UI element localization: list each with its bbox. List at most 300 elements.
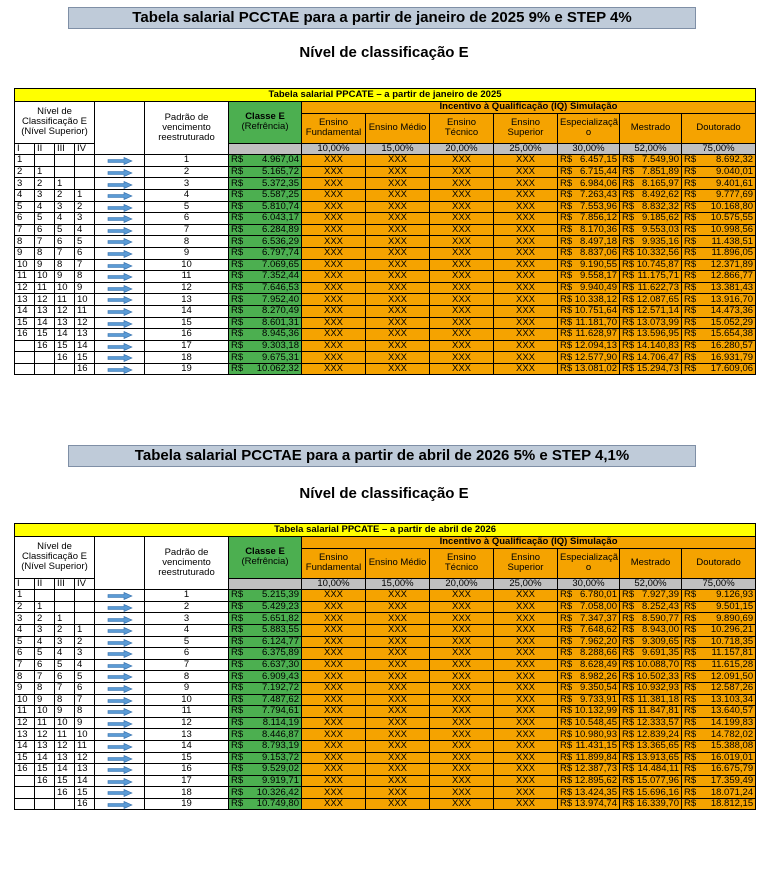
currency-label: R$ — [231, 798, 244, 810]
xxx-cell: XXX — [430, 613, 494, 625]
classe-header — [229, 537, 302, 579]
dou-value-cell — [682, 648, 756, 660]
classe-value-cell — [229, 694, 302, 706]
currency-label: R$ — [684, 224, 697, 236]
esp-value-cell — [558, 271, 620, 283]
xxx-cell: XXX — [366, 340, 430, 352]
xxx-cell: XXX — [430, 213, 494, 225]
currency-label: R$ — [622, 589, 635, 601]
currency-label: R$ — [684, 740, 697, 752]
level-cell: 4 — [75, 224, 95, 236]
esp-value: 8.982,26 — [580, 670, 617, 682]
mes-value: 9.185,62 — [642, 212, 679, 224]
esp-value-cell — [558, 624, 620, 636]
col-header: Ensino Médio — [366, 548, 430, 578]
xxx-cell: XXX — [494, 247, 558, 259]
dou-value: 17.609,06 — [710, 363, 754, 375]
currency-label: R$ — [560, 351, 573, 363]
padrao-cell: 11 — [145, 706, 229, 718]
mes-value-cell — [620, 166, 682, 178]
currency-label: R$ — [231, 351, 244, 363]
esp-value-cell — [558, 671, 620, 683]
arrow-right-icon — [95, 775, 145, 787]
xxx-cell: XXX — [366, 155, 430, 167]
arrow-right-icon — [95, 717, 145, 729]
arrow-right-icon — [95, 294, 145, 306]
currency-label: R$ — [231, 293, 244, 305]
esp-value: 7.058,00 — [580, 601, 617, 613]
esp-value-cell — [558, 259, 620, 271]
table-row — [15, 659, 756, 671]
currency-label: R$ — [560, 201, 573, 212]
currency-label: R$ — [560, 293, 573, 305]
table-title-row — [15, 89, 756, 102]
currency-label: R$ — [622, 786, 635, 798]
arrow-right-icon — [95, 624, 145, 636]
mes-value-cell — [620, 636, 682, 648]
mes-value: 10.088,70 — [636, 659, 679, 671]
dou-value: 10.718,35 — [710, 636, 754, 647]
xxx-cell: XXX — [430, 798, 494, 810]
xxx-cell: XXX — [430, 752, 494, 764]
table-row — [15, 787, 756, 799]
xxx-cell: XXX — [302, 717, 366, 729]
level-cell: 6 — [15, 213, 35, 225]
currency-label: R$ — [622, 624, 635, 636]
esp-value-cell — [558, 155, 620, 167]
padrao-cell: 13 — [145, 294, 229, 306]
currency-label: R$ — [560, 154, 573, 166]
padrao-cell: 1 — [145, 155, 229, 167]
classe-value-cell — [229, 213, 302, 225]
level-cell — [75, 166, 95, 178]
currency-label: R$ — [684, 682, 697, 694]
mes-value: 11.622,73 — [637, 282, 679, 294]
esp-value-cell — [558, 189, 620, 201]
mes-value-cell — [620, 213, 682, 225]
classe-value: 5.883,55 — [262, 624, 299, 636]
currency-label: R$ — [231, 189, 244, 201]
level-cell: 5 — [55, 659, 75, 671]
currency-label: R$ — [684, 282, 697, 294]
col-header: Ensino Fundamental — [302, 113, 366, 143]
mes-value-cell — [620, 659, 682, 671]
arrow-right-icon — [95, 659, 145, 671]
classe-value: 6.124,77 — [262, 636, 299, 647]
xxx-cell: XXX — [494, 166, 558, 178]
arrow-right-icon — [95, 729, 145, 741]
dou-value: 9.890,69 — [716, 612, 754, 624]
xxx-cell: XXX — [494, 671, 558, 683]
table-row — [15, 259, 756, 271]
level-cell: 8 — [55, 259, 75, 271]
esp-value: 9.350,54 — [580, 682, 617, 694]
level-cell: 15 — [55, 340, 75, 352]
currency-label: R$ — [684, 305, 697, 317]
padrao-cell: 16 — [145, 764, 229, 776]
currency-label: R$ — [231, 717, 244, 729]
mes-value: 10.745,87 — [636, 259, 679, 270]
level-cell: 13 — [75, 329, 95, 341]
level-cell: 4 — [35, 201, 55, 213]
classe-value: 5.587,25 — [262, 189, 299, 201]
esp-value: 11.431,15 — [575, 740, 617, 752]
xxx-cell: XXX — [430, 178, 494, 190]
level-cell: 13 — [55, 317, 75, 329]
classe-value-cell — [229, 798, 302, 810]
dou-value: 9.401,61 — [716, 177, 754, 189]
dou-value-cell — [682, 271, 756, 283]
level-cell — [75, 601, 95, 613]
xxx-cell: XXX — [366, 247, 430, 259]
xxx-cell: XXX — [494, 189, 558, 201]
arrow-right-icon — [95, 590, 145, 602]
currency-label: R$ — [622, 328, 635, 340]
level-cell: 7 — [35, 236, 55, 248]
currency-label: R$ — [560, 694, 573, 705]
mes-value-cell — [620, 155, 682, 167]
col-header: Especializaçã o — [558, 113, 620, 143]
xxx-cell: XXX — [366, 224, 430, 236]
mes-value: 12.087,65 — [636, 293, 679, 305]
currency-label: R$ — [622, 177, 635, 189]
classe-value: 4.967,04 — [262, 154, 299, 166]
currency-label: R$ — [560, 740, 573, 752]
mes-value-cell — [620, 352, 682, 364]
level-cell: 3 — [55, 201, 75, 213]
mes-value: 10.502,33 — [636, 670, 679, 682]
section-title-abr-2026: Nível de classificação E — [299, 485, 469, 502]
padrao-cell: 15 — [145, 752, 229, 764]
iq-header-row — [15, 102, 756, 114]
currency-label: R$ — [684, 624, 697, 636]
xxx-cell: XXX — [494, 294, 558, 306]
level-cell: 8 — [15, 671, 35, 683]
xxx-cell: XXX — [366, 659, 430, 671]
level-cell: 15 — [75, 787, 95, 799]
table-row — [15, 694, 756, 706]
currency-label: R$ — [231, 589, 244, 601]
classe-value-cell — [229, 294, 302, 306]
iq-header: Incentivo à Qualificação (IQ) Simulação — [302, 537, 756, 549]
esp-value: 12.094,13 — [574, 340, 617, 351]
xxx-cell: XXX — [366, 706, 430, 718]
xxx-cell: XXX — [302, 363, 366, 375]
xxx-cell: XXX — [430, 329, 494, 341]
mes-value: 8.943,00 — [642, 624, 679, 636]
level-cell: 10 — [15, 259, 35, 271]
classe-value-cell — [229, 317, 302, 329]
classe-value-cell — [229, 659, 302, 671]
mes-value-cell — [620, 740, 682, 752]
mes-value: 7.927,39 — [642, 589, 679, 601]
level-label: I — [15, 578, 35, 590]
dou-value: 11.896,05 — [711, 247, 754, 259]
table-row — [15, 648, 756, 660]
dou-value: 12.866,77 — [710, 270, 754, 282]
dou-value: 9.040,01 — [716, 166, 754, 178]
arrow-right-icon — [95, 764, 145, 776]
padrao-cell: 5 — [145, 636, 229, 648]
classe-value: 8.945,36 — [262, 328, 299, 340]
level-cell: 6 — [55, 671, 75, 683]
level-cell: 16 — [15, 764, 35, 776]
banner-jan-2025: Tabela salarial PCCTAE para a partir de janeiro de 2025 9% e STEP 4% — [68, 7, 696, 29]
table-row — [15, 305, 756, 317]
dou-value: 10.168,80 — [710, 201, 754, 212]
currency-label: R$ — [622, 694, 635, 705]
classe-value: 6.043,17 — [262, 212, 299, 224]
esp-value-cell — [558, 613, 620, 625]
col-header: Ensino Superior — [494, 113, 558, 143]
padrao-cell: 6 — [145, 648, 229, 660]
xxx-cell: XXX — [430, 601, 494, 613]
classe-value: 5.429,23 — [262, 601, 299, 613]
padrao-cell: 17 — [145, 775, 229, 787]
level-cell: 10 — [35, 271, 55, 283]
col-header: Doutorado — [682, 113, 756, 143]
esp-value-cell — [558, 166, 620, 178]
xxx-cell: XXX — [494, 764, 558, 776]
level-cell: 9 — [15, 682, 35, 694]
dou-value-cell — [682, 590, 756, 602]
classe-value-cell — [229, 236, 302, 248]
level-cell: 10 — [75, 294, 95, 306]
col-header: Ensino Técnico — [430, 113, 494, 143]
xxx-cell: XXX — [430, 305, 494, 317]
esp-value-cell — [558, 247, 620, 259]
level-label: II — [35, 143, 55, 155]
arrow-right-icon — [95, 166, 145, 178]
level-cell: 8 — [75, 271, 95, 283]
currency-label: R$ — [684, 363, 697, 375]
xxx-cell: XXX — [302, 247, 366, 259]
xxx-cell: XXX — [494, 282, 558, 294]
currency-label: R$ — [231, 659, 244, 671]
xxx-cell: XXX — [494, 352, 558, 364]
esp-value-cell — [558, 601, 620, 613]
currency-label: R$ — [231, 694, 244, 705]
currency-label: R$ — [622, 305, 635, 317]
col-header: Ensino Técnico — [430, 548, 494, 578]
level-label: I — [15, 143, 35, 155]
mes-value: 15.696,16 — [636, 786, 679, 798]
currency-label: R$ — [231, 340, 244, 351]
mes-value-cell — [620, 271, 682, 283]
level-cell: 2 — [15, 601, 35, 613]
level-cell: 4 — [55, 648, 75, 660]
dou-value: 10.296,21 — [710, 624, 754, 636]
level-cell: 1 — [35, 601, 55, 613]
table-row — [15, 201, 756, 213]
arrow-right-icon — [95, 178, 145, 190]
level-cell: 11 — [55, 729, 75, 741]
level-cell: 3 — [35, 624, 55, 636]
classe-value: 5.651,82 — [262, 612, 299, 624]
currency-label: R$ — [560, 763, 573, 775]
classe-value-cell — [229, 717, 302, 729]
level-cell — [35, 590, 55, 602]
level-cell: 10 — [35, 706, 55, 718]
mes-value-cell — [620, 717, 682, 729]
xxx-cell: XXX — [366, 201, 430, 213]
currency-label: R$ — [231, 317, 244, 328]
xxx-cell: XXX — [494, 787, 558, 799]
xxx-cell: XXX — [430, 259, 494, 271]
level-cell: 11 — [75, 305, 95, 317]
arrow-right-icon — [95, 352, 145, 364]
level-cell: 1 — [15, 590, 35, 602]
dou-value: 16.280,57 — [710, 340, 754, 351]
padrao-cell: 18 — [145, 352, 229, 364]
currency-label: R$ — [622, 154, 635, 166]
classe-value-cell — [229, 155, 302, 167]
dou-value-cell — [682, 787, 756, 799]
level-cell: 4 — [15, 624, 35, 636]
currency-label: R$ — [684, 601, 697, 613]
xxx-cell: XXX — [494, 659, 558, 671]
classe-value: 5.372,35 — [262, 177, 299, 189]
esp-value: 13.424,35 — [574, 786, 617, 798]
currency-label: R$ — [684, 775, 697, 786]
arrow-right-icon — [95, 271, 145, 283]
classe-value: 8.114,19 — [262, 717, 299, 729]
xxx-cell: XXX — [366, 648, 430, 660]
level-cell: 15 — [35, 764, 55, 776]
level-cell: 7 — [75, 259, 95, 271]
esp-value-cell — [558, 764, 620, 776]
level-cell: 14 — [55, 764, 75, 776]
xxx-cell: XXX — [366, 363, 430, 375]
esp-value-cell — [558, 329, 620, 341]
xxx-cell: XXX — [494, 694, 558, 706]
xxx-cell: XXX — [302, 178, 366, 190]
padrao-cell: 19 — [145, 798, 229, 810]
arrow-right-icon — [95, 155, 145, 167]
level-header: Nível de Classificação E (Nível Superior) — [15, 537, 95, 579]
currency-label: R$ — [684, 201, 697, 212]
level-cell: 11 — [75, 740, 95, 752]
classe-value: 7.952,40 — [262, 293, 299, 305]
table-title-row — [15, 524, 756, 537]
esp-value-cell — [558, 317, 620, 329]
classe-value-cell — [229, 259, 302, 271]
currency-label: R$ — [684, 728, 697, 740]
xxx-cell: XXX — [430, 189, 494, 201]
currency-label: R$ — [622, 740, 635, 752]
dou-value: 12.371,89 — [710, 259, 754, 270]
currency-label: R$ — [231, 601, 244, 613]
dou-value: 18.812,15 — [710, 798, 754, 810]
esp-value: 12.387,73 — [574, 763, 617, 775]
arrow-right-icon — [95, 247, 145, 259]
level-cell: 14 — [75, 340, 95, 352]
level-cell: 10 — [55, 717, 75, 729]
table-row — [15, 329, 756, 341]
dou-value: 13.103,34 — [710, 694, 754, 705]
dou-value: 16.931,79 — [710, 351, 754, 363]
xxx-cell: XXX — [302, 259, 366, 271]
currency-label: R$ — [684, 636, 697, 647]
padrao-cell: 9 — [145, 682, 229, 694]
table-title: Tabela salarial PPCATE – a partir de janeiro de 2025 — [15, 89, 756, 102]
xxx-cell: XXX — [302, 305, 366, 317]
dou-value-cell — [682, 740, 756, 752]
esp-value-cell — [558, 352, 620, 364]
currency-label: R$ — [622, 282, 635, 294]
mes-value-cell — [620, 363, 682, 375]
level-cell: 5 — [15, 636, 35, 648]
classe-value-cell — [229, 729, 302, 741]
xxx-cell: XXX — [494, 706, 558, 718]
esp-value-cell — [558, 363, 620, 375]
table-row — [15, 294, 756, 306]
dou-value-cell — [682, 636, 756, 648]
xxx-cell: XXX — [302, 648, 366, 660]
arrow-right-icon — [95, 189, 145, 201]
xxx-cell: XXX — [302, 590, 366, 602]
xxx-cell: XXX — [430, 764, 494, 776]
xxx-cell: XXX — [302, 659, 366, 671]
xxx-cell: XXX — [494, 178, 558, 190]
xxx-cell: XXX — [430, 624, 494, 636]
classe-value: 7.069,65 — [262, 259, 299, 270]
classe-header-label: Classe E — [245, 111, 285, 123]
classe-value-cell — [229, 178, 302, 190]
xxx-cell: XXX — [494, 305, 558, 317]
table-row — [15, 775, 756, 787]
mes-value: 16.339,70 — [636, 798, 679, 810]
table-row — [15, 317, 756, 329]
table-row — [15, 224, 756, 236]
esp-value: 9.733,91 — [580, 694, 617, 705]
level-cell: 8 — [55, 694, 75, 706]
table-row — [15, 798, 756, 810]
level-cell: 6 — [75, 247, 95, 259]
padrao-cell: 6 — [145, 213, 229, 225]
dou-value-cell — [682, 752, 756, 764]
level-cell: 5 — [15, 201, 35, 213]
classe-pct-blank — [229, 143, 302, 155]
dou-value: 16.675,79 — [710, 763, 754, 775]
level-cell: 5 — [75, 671, 95, 683]
level-cell — [35, 352, 55, 364]
xxx-cell: XXX — [366, 671, 430, 683]
xxx-cell: XXX — [302, 213, 366, 225]
currency-label: R$ — [560, 189, 573, 201]
pct-value: 15,00% — [366, 578, 430, 590]
xxx-cell: XXX — [366, 305, 430, 317]
classe-value: 9.529,02 — [262, 763, 299, 775]
classe-value-cell — [229, 224, 302, 236]
arrow-right-icon — [95, 706, 145, 718]
mes-value-cell — [620, 305, 682, 317]
dou-value-cell — [682, 282, 756, 294]
currency-label: R$ — [231, 247, 244, 259]
pct-value: 10,00% — [302, 578, 366, 590]
mes-value-cell — [620, 189, 682, 201]
mes-value-cell — [620, 798, 682, 810]
level-cell — [15, 340, 35, 352]
level-cell: 15 — [75, 352, 95, 364]
esp-value: 7.856,12 — [580, 212, 617, 224]
currency-label: R$ — [560, 166, 573, 178]
currency-label: R$ — [231, 224, 244, 236]
level-cell: 2 — [55, 624, 75, 636]
xxx-cell: XXX — [494, 624, 558, 636]
mes-value-cell — [620, 764, 682, 776]
xxx-cell: XXX — [302, 740, 366, 752]
